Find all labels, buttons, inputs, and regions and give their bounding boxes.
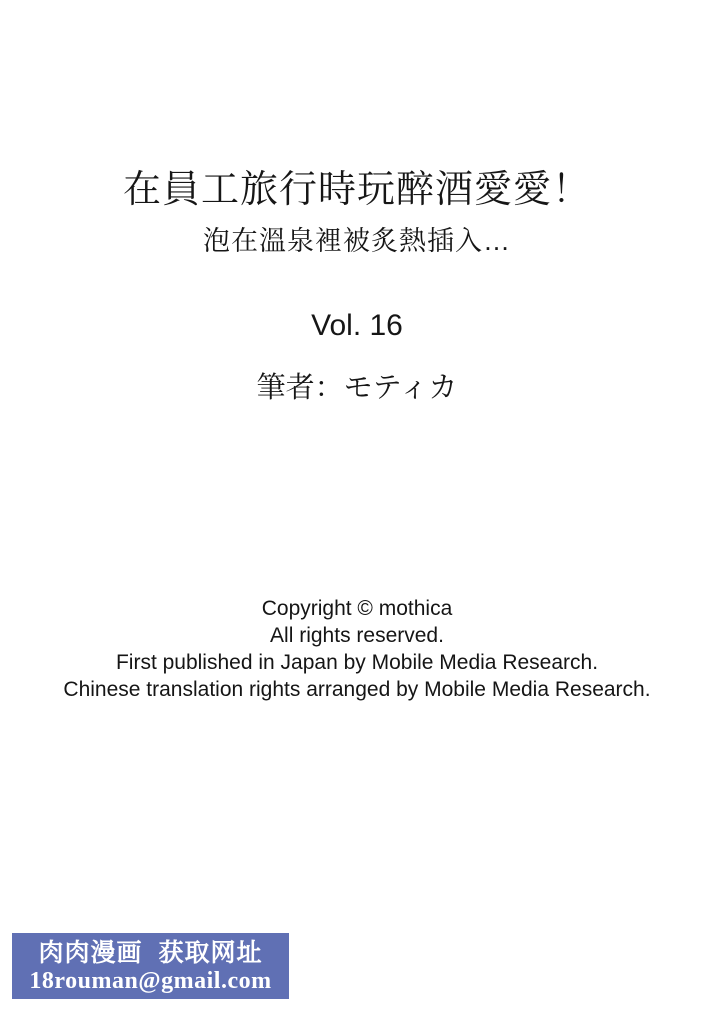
copyright-line: Chinese translation rights arranged by Mobile Media Research.	[63, 678, 651, 701]
volume-label: Vol. 16	[311, 309, 403, 342]
copyright-line: Copyright © mothica	[261, 597, 453, 620]
watermark-email: 18rouman@gmail.com	[29, 968, 272, 994]
page-title: 在員工旅行時玩醉酒愛愛！	[122, 169, 591, 211]
author-label: 筆者：モティカ	[256, 372, 458, 404]
copyright-line: First published in Japan by Mobile Media Research.	[115, 651, 599, 674]
watermark-banner	[12, 933, 289, 999]
watermark-site-name: 肉肉漫画 获取网址	[38, 939, 263, 967]
copyright-line: All rights reserved.	[270, 624, 444, 647]
page-subtitle: 泡在溫泉裡被炙熱插入…	[203, 226, 511, 256]
copyright-block	[0, 595, 714, 703]
